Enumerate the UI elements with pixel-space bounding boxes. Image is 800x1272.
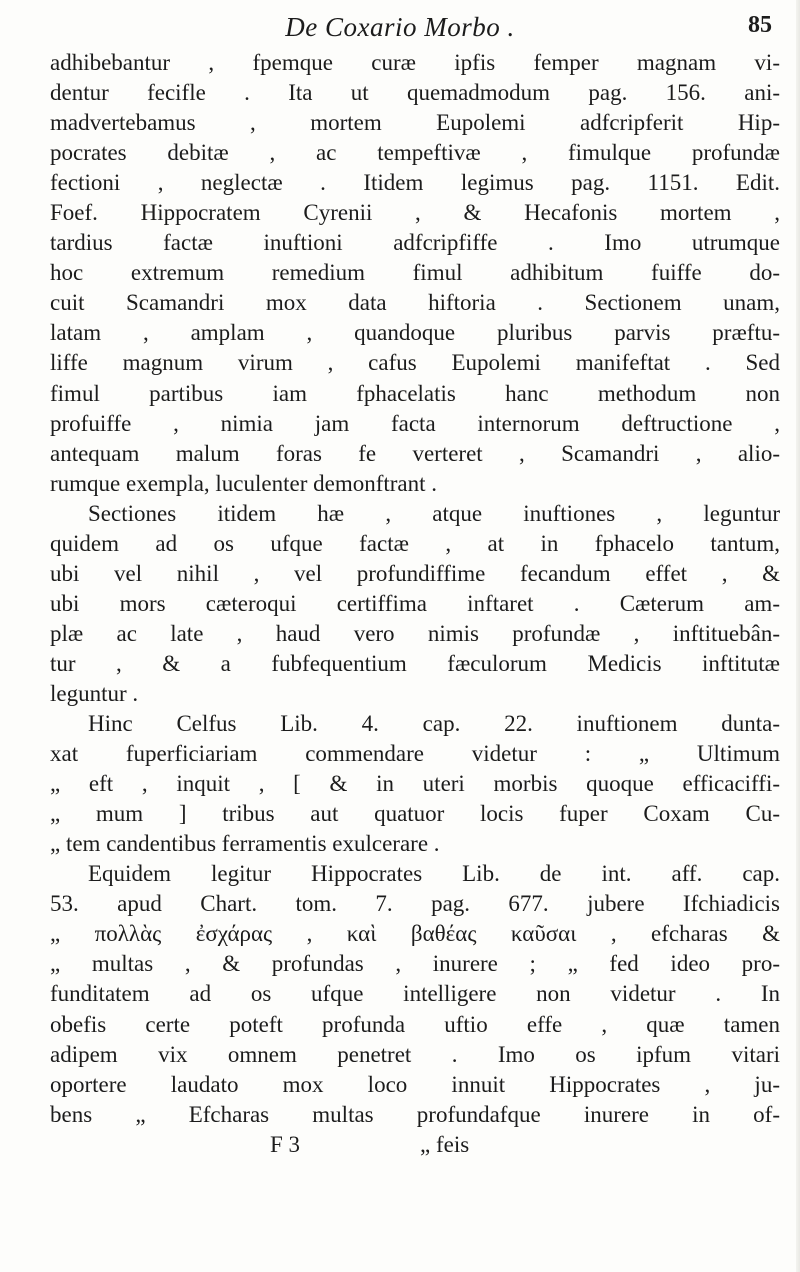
text-line: tardius factæ inuftioni adfcripfiffe . Imo utrumque: [50, 230, 780, 256]
running-head-title: De Coxario Morbo .: [285, 12, 515, 42]
text-line: leguntur .: [50, 680, 139, 706]
catchword: „ feis: [420, 1131, 470, 1157]
text-line: obefis certe poteft profunda uftio effe , quæ tamen: [50, 1011, 780, 1037]
text-line: Foef. Hippocratem Cyrenii , & Hecafonis mortem ,: [50, 200, 780, 226]
text-line: xat fuperficiariam commendare videtur : „ Ultimum: [50, 741, 780, 767]
text-line: ubi vel nihil , vel profundiffime fecandum effet , &: [50, 560, 780, 586]
text-line: tur , & a fubfequentium fæculorum Medicis inftitutæ: [50, 650, 780, 676]
text-line: quidem ad os ufque factæ , at in fphacelo tantum,: [50, 530, 780, 556]
text-line: funditatem ad os ufque intelligere non videtur . In: [50, 981, 780, 1007]
text-line: antequam malum foras fe verteret , Scamandri , alio-: [50, 440, 780, 466]
text-line: liffe magnum virum , cafus Eupolemi manifeftat . Sed: [50, 350, 780, 376]
text-line: plæ ac late , haud vero nimis profundæ , inftituebân-: [50, 620, 780, 646]
text-line: fimul partibus iam fphacelatis hanc methodum non: [50, 380, 780, 406]
text-line: dentur fecifle . Ita ut quemadmodum pag. 156. ani-: [50, 80, 780, 106]
text-line: „ mum ] tribus aut quatuor locis fuper Coxam Cu-: [50, 801, 780, 827]
text-line: rumque exempla, luculenter demonftrant .: [50, 470, 438, 496]
text-line: madvertebamus , mortem Eupolemi adfcripferit Hip-: [50, 110, 780, 136]
text-line: profuiffe , nimia jam facta internorum deftructione ,: [50, 410, 780, 436]
page-footer: [50, 1130, 780, 1160]
signature-mark: F 3: [270, 1131, 301, 1157]
text-line: adipem vix omnem penetret . Imo os ipfum vitari: [50, 1041, 780, 1067]
text-line: „ πολλὰς ἐσχάρας , καὶ βαθέας καῦσαι , efcharas &: [50, 921, 780, 947]
text-line: pocrates debitæ , ac tempeftivæ , fimulque profundæ: [50, 140, 780, 166]
body-text: [50, 48, 780, 1160]
text-line: cuit Scamandri mox data hiftoria . Sectionem unam,: [50, 290, 780, 316]
text-line: latam , amplam , quandoque pluribus parvis præftu-: [50, 320, 780, 346]
page-edge-shadow: [796, 0, 800, 1272]
text-line: fectioni , neglectæ . Itidem legimus pag. 1151. Edit.: [50, 170, 780, 196]
text-line: „ multas , & profundas , inurere ; „ fed ideo pro-: [50, 951, 780, 977]
text-line: ubi mors cæteroqui certiffima inftaret . Cæterum am-: [50, 590, 780, 616]
text-line: „ eft , inquit , [ & in uteri morbis quoque efficaciffi-: [50, 771, 780, 797]
text-line: oportere laudato mox loco innuit Hippocrates , ju-: [50, 1071, 780, 1097]
text-line: Hinc Celfus Lib. 4. cap. 22. inuftionem dunta-: [88, 711, 780, 737]
running-head: [0, 12, 800, 46]
text-line: adhibebantur , fpemque curæ ipfis femper magnam vi-: [50, 50, 780, 75]
page-number: 85: [748, 12, 772, 38]
text-line: hoc extremum remedium fimul adhibitum fuiffe do-: [50, 260, 780, 286]
text-line: Sectiones itidem hæ , atque inuftiones , leguntur: [88, 500, 780, 526]
text-line: Equidem legitur Hippocrates Lib. de int. aff. cap.: [88, 861, 780, 887]
text-line: bens „ Efcharas multas profundafque inurere in of-: [50, 1101, 780, 1127]
text-line: 53. apud Chart. tom. 7. pag. 677. jubere Ifchiadicis: [50, 891, 780, 917]
text-line: „ tem candentibus ferramentis exulcerare .: [50, 831, 440, 857]
